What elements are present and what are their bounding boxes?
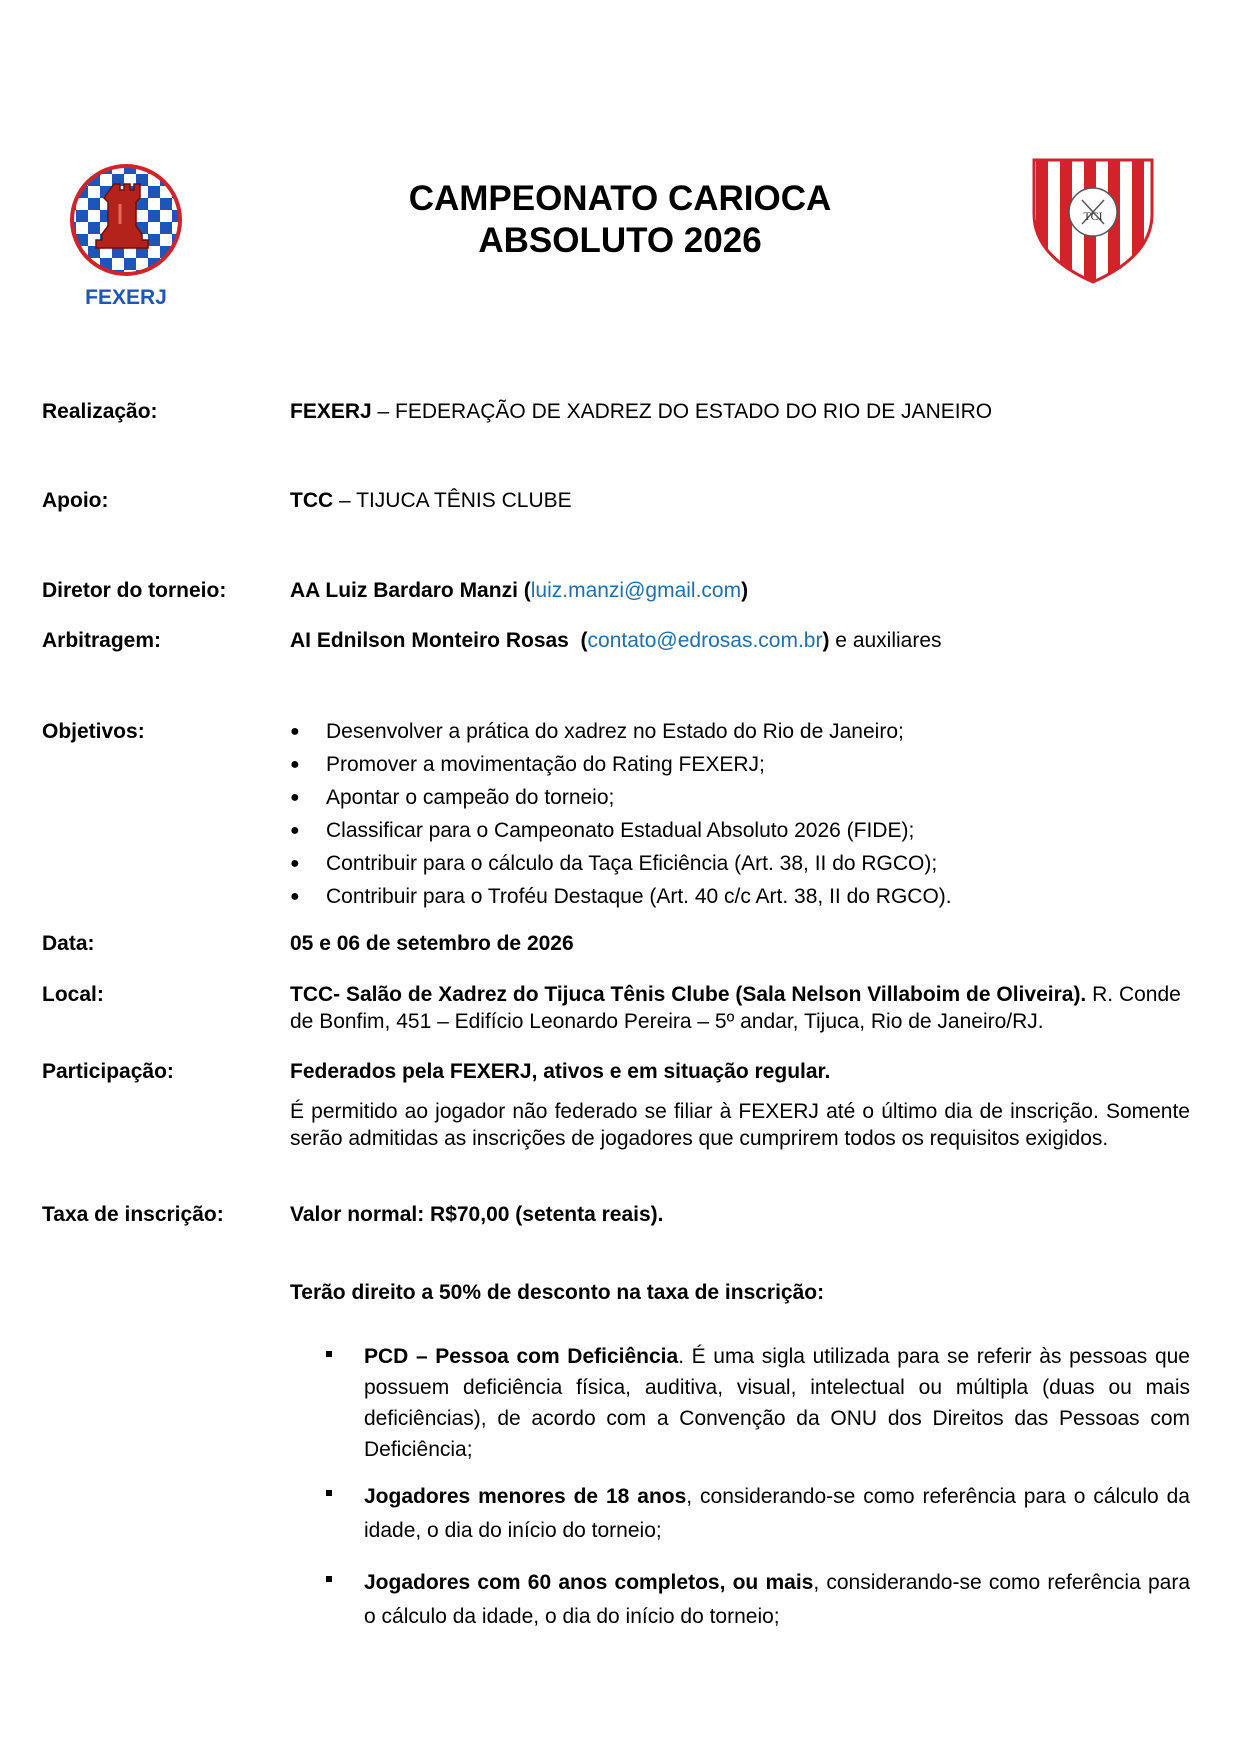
square-bullet-icon [326, 1490, 332, 1496]
diretor-name: AA Luiz Bardaro Manzi ( [290, 579, 531, 602]
arbitro-auxiliares: e auxiliares [829, 629, 942, 652]
arbitro-email-link[interactable]: contato@edrosas.com.br [587, 629, 823, 652]
value-taxa: Valor normal: R$70,00 (setenta reais). [290, 1203, 664, 1226]
value-data: 05 e 06 de setembro de 2026 [290, 932, 574, 955]
bullet-icon: ● [290, 756, 300, 773]
bullet-icon: ● [290, 789, 300, 806]
list-item: ● Desenvolver a prática do xadrez no Estado do Rio de Janeiro; [290, 720, 904, 743]
square-bullet-icon [326, 1576, 332, 1582]
label-arbitragem: Arbitragem: [42, 629, 162, 652]
value-diretor [290, 577, 1190, 604]
label-apoio: Apoio: [42, 489, 109, 512]
diretor-close-paren: ) [741, 579, 749, 602]
list-item: ● Classificar para o Campeonato Estadual Absoluto 2026 (FIDE); [290, 819, 915, 842]
local-venue: TCC- Salão de Xadrez do Tijuca Tênis Clube (Sala Nelson Villaboim de Oliveira). [290, 983, 1087, 1006]
list-item: ● Promover a movimentação do Rating FEXERJ; [290, 753, 765, 776]
label-realizacao: Realização: [42, 400, 158, 423]
arbitro-close-paren: ) [822, 629, 830, 652]
label-objetivos: Objetivos: [42, 720, 145, 743]
value-local [290, 981, 1190, 1035]
bullet-icon: ● [290, 888, 300, 905]
fexerj-logo-text: FEXERJ [85, 286, 167, 309]
list-item: ● Apontar o campeão do torneio; [290, 786, 615, 809]
tcc-logo-text: TCI [1083, 209, 1103, 223]
apoio-org: TCC [290, 489, 334, 512]
desconto-heading: Terão direito a 50% de desconto na taxa de inscrição: [290, 1281, 825, 1304]
label-diretor: Diretor do torneio: [42, 579, 227, 602]
value-realizacao [290, 398, 1190, 425]
list-item: ● Contribuir para o Troféu Destaque (Art. 40 c/c Art. 38, II do RGCO). [290, 885, 952, 908]
page-title [330, 178, 910, 262]
label-participacao: Participação: [42, 1060, 174, 1083]
title-line-1: CAMPEONATO CARIOCA [408, 179, 832, 218]
realizacao-org: FEXERJ [290, 400, 372, 423]
diretor-email-link[interactable]: luiz.manzi@gmail.com [530, 579, 742, 602]
local-address: R. Conde de Bonfim, 451 – Edifício Leonardo Pereira – 5º andar, Tijuca, Rio de Janeiro/RJ. [290, 983, 1181, 1033]
label-local: Local: [42, 983, 104, 1006]
participacao-paragraph: É permitido ao jogador não federado se filiar à FEXERJ até o último dia de inscrição. Somente serão admitidas as inscrições de jogadores que cumprirem todos os requisitos exigidos. [290, 1100, 1190, 1150]
square-bullet-icon [326, 1351, 332, 1357]
bullet-icon: ● [290, 723, 300, 740]
label-taxa: Taxa de inscrição: [42, 1203, 224, 1226]
value-participacao: Federados pela FEXERJ, ativos e em situação regular. [290, 1060, 831, 1083]
fexerj-logo [40, 150, 212, 322]
objetivos-list [290, 718, 1190, 916]
apoio-name: – TIJUCA TÊNIS CLUBE [333, 489, 572, 512]
value-arbitragem [290, 627, 1190, 654]
tcc-shield-logo [1030, 156, 1156, 286]
value-apoio [290, 487, 1190, 514]
list-item: ● Contribuir para o cálculo da Taça Eficiência (Art. 38, II do RGCO); [290, 852, 938, 875]
title-line-2: ABSOLUTO 2026 [478, 221, 762, 260]
label-data: Data: [42, 932, 95, 955]
bullet-icon: ● [290, 855, 300, 872]
arbitro-name: AI Ednilson Monteiro Rosas ( [290, 629, 588, 652]
bullet-icon: ● [290, 822, 300, 839]
realizacao-name: – FEDERAÇÃO DE XADREZ DO ESTADO DO RIO DE JANEIRO [371, 400, 993, 423]
